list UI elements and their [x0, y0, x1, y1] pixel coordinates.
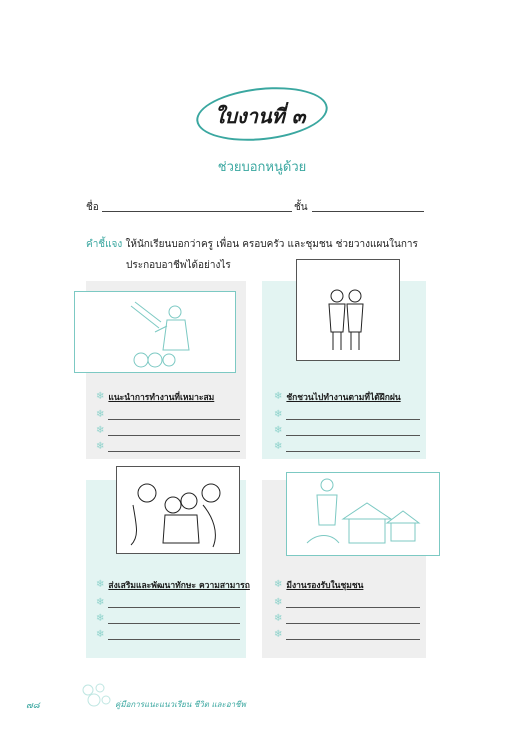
answer-line[interactable]: [286, 623, 420, 624]
class-label: ชั้น: [294, 202, 308, 213]
snowflake-icon: ❄: [96, 629, 105, 640]
snowflake-icon: ❄: [96, 425, 105, 436]
answer-line[interactable]: [286, 435, 420, 436]
answer-line[interactable]: [286, 451, 420, 452]
illustration-village-houses: [286, 472, 440, 556]
name-label: ชื่อ: [86, 202, 99, 213]
instructions: [86, 237, 432, 252]
snowflake-icon: ❄: [274, 579, 283, 590]
footer-book-title: คู่มือการแนะแนวเรียน ชีวิต และอาชีพ: [115, 700, 246, 709]
footer-decoration-icon: [78, 680, 114, 712]
answer-line[interactable]: [108, 623, 240, 624]
instruction-label: คำชี้แจง: [86, 239, 123, 250]
snowflake-icon: ❄: [274, 425, 283, 436]
snowflake-icon: ❄: [274, 613, 283, 624]
panel-develop-skills-content: [96, 578, 250, 640]
instruction-text-1: ให้นักเรียนบอกว่าครู เพื่อน ครอบครัว และชุมชน ช่วยวางแผนในการ: [125, 239, 418, 250]
snowflake-icon: ❄: [274, 441, 283, 452]
answer-line[interactable]: [286, 607, 420, 608]
friends-illustration: [297, 260, 399, 360]
answer-line[interactable]: [108, 435, 240, 436]
snowflake-icon: ❄: [96, 613, 105, 624]
answer-line[interactable]: [286, 419, 420, 420]
panel-develop-skills-caption: ส่งเสริมและพัฒนาทักษะ ความสามารถ: [108, 581, 250, 591]
class-field[interactable]: [312, 211, 424, 212]
page-number: ๗๘: [26, 701, 40, 711]
snowflake-icon: ❄: [274, 409, 283, 420]
illustration-teacher-with-students: [74, 291, 236, 373]
teacher-illustration: [75, 292, 235, 372]
panel-community-jobs-caption: มีงานรองรับในชุมชน: [286, 581, 364, 591]
name-field[interactable]: [102, 211, 292, 212]
snowflake-icon: ❄: [96, 441, 105, 452]
snowflake-icon: ❄: [274, 391, 283, 402]
answer-line[interactable]: [108, 451, 240, 452]
instruction-text-2: ประกอบอาชีพได้อย่างไร: [126, 260, 231, 271]
page-title: ใบงานที่ ๓: [214, 104, 306, 128]
snowflake-icon: ❄: [274, 597, 283, 608]
snowflake-icon: ❄: [96, 391, 105, 402]
answer-line[interactable]: [108, 639, 240, 640]
illustration-family-group: [116, 466, 240, 554]
illustration-two-friends: [296, 259, 400, 361]
panel-community-jobs-content: [274, 578, 424, 640]
panel-guidance-content: [96, 390, 246, 452]
panel-invite-content: [274, 390, 424, 452]
village-illustration: [287, 473, 439, 555]
snowflake-icon: ❄: [274, 629, 283, 640]
snowflake-icon: ❄: [96, 409, 105, 420]
snowflake-icon: ❄: [96, 597, 105, 608]
answer-line[interactable]: [108, 607, 240, 608]
page-subtitle: ช่วยบอกหนูด้วย: [217, 160, 307, 175]
family-illustration: [117, 467, 239, 553]
snowflake-icon: ❄: [96, 579, 105, 590]
panel-guidance-caption: แนะนำการทำงานที่เหมาะสม: [108, 393, 215, 403]
answer-line[interactable]: [286, 639, 420, 640]
panel-invite-caption: ชักชวนไปทำงานตามที่ได้ฝึกฝน: [286, 393, 401, 403]
answer-line[interactable]: [108, 419, 240, 420]
